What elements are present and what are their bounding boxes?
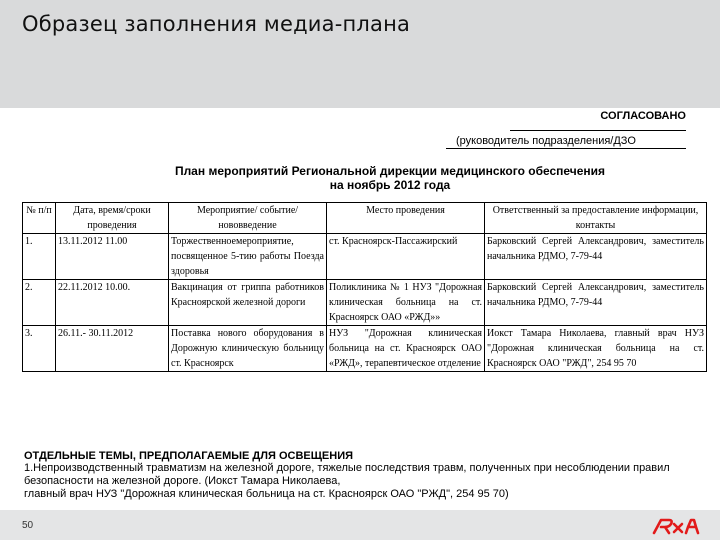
row-date: 22.11.2012 10.00. [56,280,169,326]
page-number: 50 [22,520,34,531]
topics-text [24,462,704,501]
header-event: Мероприятие/ событие/ нововведение [169,203,327,234]
plan-title [120,164,660,192]
row-num: 2. [23,280,56,326]
approval-role: (руководитель подразделения/ДЗО [446,135,686,149]
row-event: Поставка нового оборудования в Дорожную клиническую больницу ст. Красноярск [169,326,327,372]
topics-line2: главный врач НУЗ "Дорожная клиническая больница на ст. Красноярск ОАО "РЖД", 254 95 70) [24,488,509,500]
rzd-logo-mark [654,520,698,533]
row-contact: Барковский Сергей Александрович, заместитель начальника РДМО, 7-79-44 [485,280,707,326]
plan-title-line2: на ноябрь 2012 года [329,178,451,192]
plan-title-line1: План мероприятий Региональной дирекции медицинского обеспечения [174,164,606,178]
footer-band [0,510,720,540]
table-row [23,234,707,280]
row-contact: Барковский Сергей Александрович, заместитель начальника РДМО, 7-79-44 [485,234,707,280]
rzd-logo [652,516,702,536]
row-event: Вакцинация от гриппа работников Красноярской железной дороги [169,280,327,326]
header-contact: Ответственный за предоставление информации, контакты [485,203,707,234]
table-header-row [23,203,707,234]
row-contact: Иокст Тамара Николаева, главный врач НУЗ "Дорожная клиническая больница на ст. Красноярск ОАО "РЖД", 254 95 70 [485,326,707,372]
approval-label: СОГЛАСОВАНО [600,110,686,122]
topics-title: ОТДЕЛЬНЫЕ ТЕМЫ, ПРЕДПОЛАГАЕМЫЕ ДЛЯ ОСВЕЩЕНИЯ [24,450,354,462]
table-row [23,280,707,326]
header-place: Место проведения [327,203,485,234]
slide-title: Образец заполнения медиа-плана [22,12,411,36]
row-place: Поликлиника № 1 НУЗ "Дорожная клиническая больница на ст. Красноярск ОАО «РЖД»» [327,280,485,326]
plan-table [22,202,707,372]
row-num: 1. [23,234,56,280]
header-num: № п/п [23,203,56,234]
topics-line1: 1.Непроизводственный травматизм на железной дороге, тяжелые последствия травм, полученных при несоблюдении правил безопасности на железной дороге. (Иокст Тамара Николаева, [24,462,670,487]
row-place: ст. Красноярск-Пассажирский [327,234,485,280]
row-date: 26.11.- 30.11.2012 [56,326,169,372]
table-row [23,326,707,372]
row-date: 13.11.2012 11.00 [56,234,169,280]
signature-line [510,130,686,131]
row-num: 3. [23,326,56,372]
row-event: Торжественноемероприятие, посвященное 5-тию работы Поезда здоровья [169,234,327,280]
header-date: Дата, время/сроки проведения [56,203,169,234]
row-place: НУЗ "Дорожная клиническая больница на ст. Красноярск ОАО «РЖД», терапевтическое отделение [327,326,485,372]
